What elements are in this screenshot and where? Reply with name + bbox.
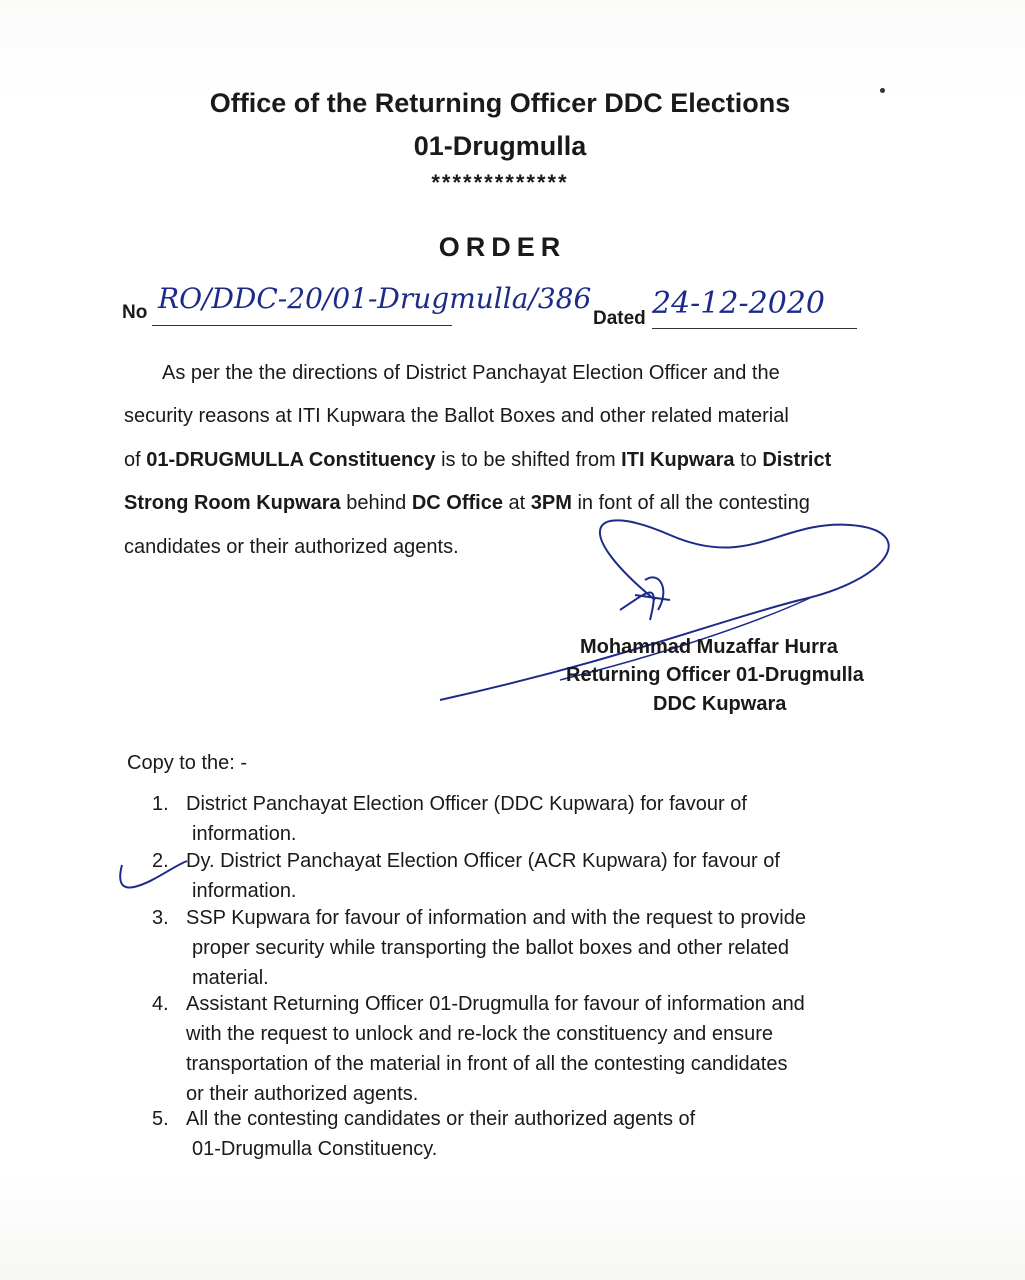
body-line-4: Strong Room Kupwara behind DC Office at 3PM in font of all the contesting <box>124 492 810 514</box>
body-line-1: As per the the directions of District Panchayat Election Officer and the <box>162 362 780 384</box>
body-line-3: of 01-DRUGMULLA Constituency is to be shifted from ITI Kupwara to District <box>124 449 832 471</box>
copy-item-1: 1. District Panchayat Election Officer (DDC Kupwara) for favour of information. <box>152 793 747 845</box>
dated-underline <box>652 328 857 329</box>
signatory-office: DDC Kupwara <box>653 693 787 715</box>
copy-item-3: 3. SSP Kupwara for favour of information and with the request to provide proper security while transporting the ballot boxes and other related material. <box>152 907 806 989</box>
body-line-5: candidates or their authorized agents. <box>124 536 459 558</box>
copy-to-heading: Copy to the: - <box>127 752 248 774</box>
signatory-name: Mohammad Muzaffar Hurra <box>580 636 838 658</box>
signatory-designation: Returning Officer 01-Drugmulla <box>566 664 864 686</box>
no-underline <box>152 325 452 326</box>
order-number-handwritten: RO/DDC-20/01-Drugmulla/386 <box>158 282 592 315</box>
star-divider: ************* <box>431 170 569 195</box>
copy-item-5: 5. All the contesting candidates or their authorized agents of 01-Drugmulla Constituency. <box>152 1108 696 1160</box>
constituency-title: 01-Drugmulla <box>413 131 587 161</box>
copy-item-4: 4. Assistant Returning Officer 01-Drugmulla for favour of information and with the request to unlock and re-lock the constituency and ensure transportation of the material in front of all the contesting candidates or their authorized agents. <box>152 993 805 1105</box>
body-line-2: security reasons at ITI Kupwara the Ballot Boxes and other related material <box>124 405 789 427</box>
order-heading: ORDER <box>438 232 567 262</box>
dated-label: Dated <box>593 308 646 329</box>
copy-item-2: 2. Dy. District Panchayat Election Officer (ACR Kupwara) for favour of information. <box>152 850 780 902</box>
office-title: Office of the Returning Officer DDC Elections <box>209 88 791 118</box>
date-handwritten: 24-12-2020 <box>652 286 825 321</box>
no-label: No <box>122 302 148 323</box>
